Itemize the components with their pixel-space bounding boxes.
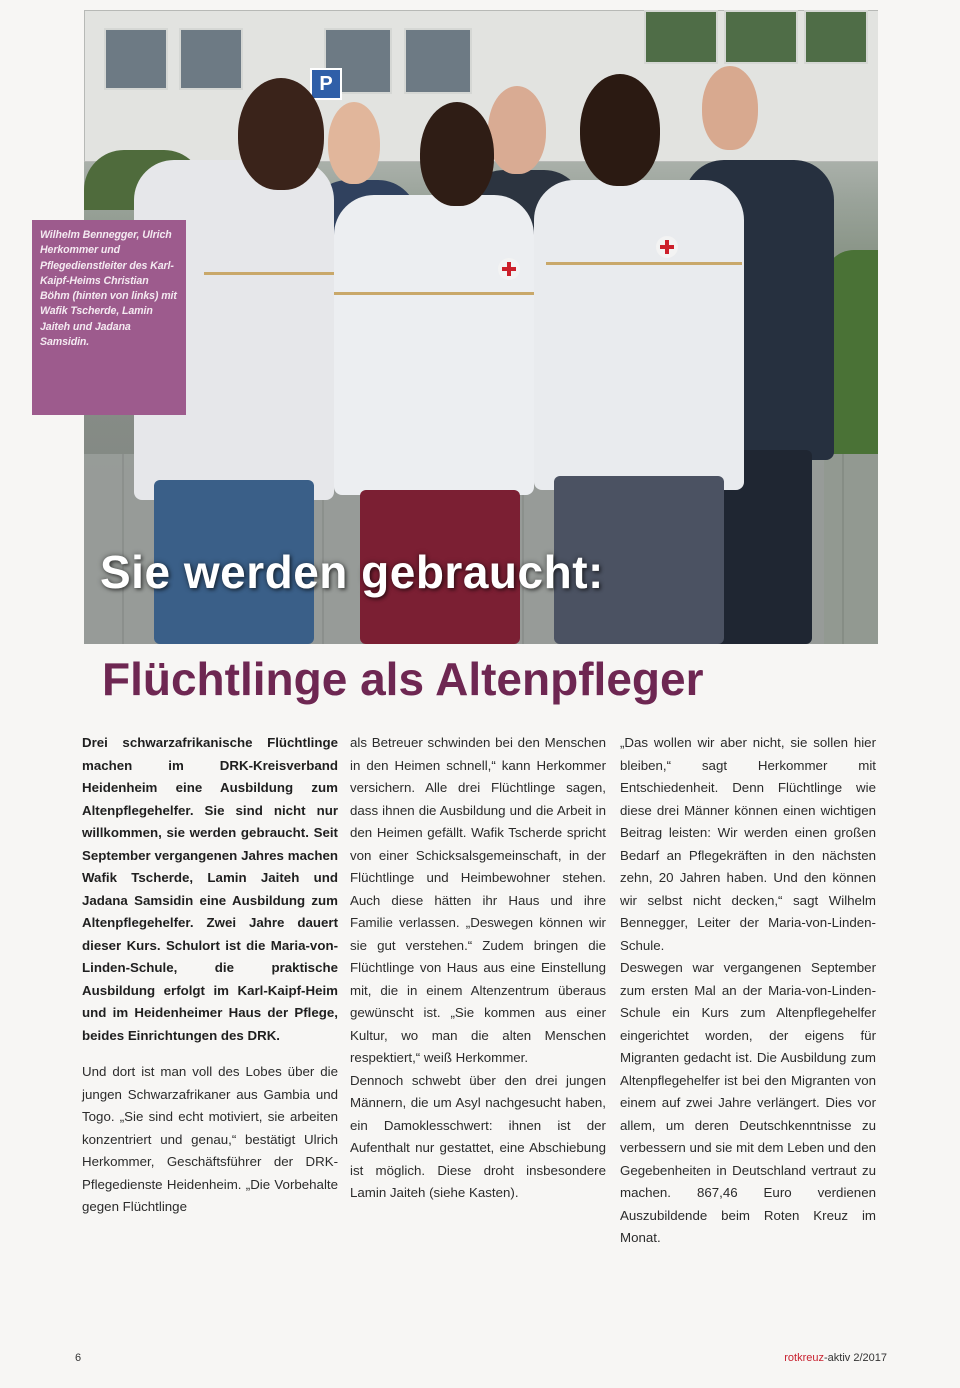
article-paragraph: als Betreuer schwinden bei den Menschen in den Heimen schnell,“ kann Herkommer versichern. Alle drei Flüchtlinge sagen, dass ihnen die Ausbildung und die Arbeit in den Heimen gefällt. Wafik Tscherde spricht von einer Schicksalsgemeinschaft, in der Flüchtlinge und Heimbewohner stehen. Auch diese hätten ihr Haus und ihre Familie verlassen. „Deswegen können wir sie gut verstehen.“ Zudem bringen die Flüchtlinge von Haus aus eine Einstellung mit, die in einem Altenzentrum überaus gewünscht ist. „Sie kommen aus einer Kultur, wo man die alten Menschen respektiert,“ weiß Herkommer. — [350, 735, 606, 1065]
headline-overlay: Sie werden gebraucht: — [100, 546, 604, 598]
headline-main: Flüchtlinge als Altenpfleger — [102, 653, 704, 705]
article-column-3 — [620, 732, 876, 1264]
building-window — [179, 28, 243, 90]
face — [488, 86, 546, 174]
face — [328, 102, 380, 184]
red-cross-icon — [656, 236, 678, 258]
building-window — [404, 28, 472, 94]
article-column-1 — [82, 732, 338, 1233]
uniform-stripe — [546, 262, 742, 265]
face — [420, 102, 494, 206]
magazine-issue — [784, 1352, 887, 1364]
photo-caption: Wilhelm Bennegger, Ulrich Herkommer und Pflegedienstleiter des Karl-Kaipf-Heims Christian Böhm (hinten von links) mit Wafik Tscherde, Lamin Jaiteh und Jadana Samsidin. — [40, 229, 177, 349]
parking-sign-icon: P — [310, 68, 342, 100]
uniform-stripe — [334, 292, 534, 295]
article-paragraph: Und dort ist man voll des Lobes über die jungen Schwarzafrikaner aus Gambia und Togo. „Sie sind echt motiviert, sie arbeiten konzentriert und genau,“ bestätigt Ulrich Herkommer, Geschäftsführer der DRK-Pflegedienste Heidenheim. „Die Vorbehalte gegen Flüchtlinge — [82, 1064, 338, 1214]
white-uniform — [334, 195, 534, 495]
article-paragraph: Dennoch schwebt über den drei jungen Männern, die um Asyl nachgesucht haben, ein Damoklesschwert: ihnen ist der Aufenthalt nur gestattet, eine Abschiebung ist möglich. Diese droht insbesondere Lamin Jaiteh (siehe Kasten). — [350, 1072, 606, 1200]
photo-caption-box — [32, 220, 186, 415]
red-cross-icon — [498, 258, 520, 280]
building-window — [804, 10, 868, 64]
building-window — [644, 10, 718, 64]
article-lead: Drei schwarzafrikanische Flüchtlinge machen im DRK-Kreisverband Heidenheim eine Ausbildung zum Altenpflegehelfer. Sie sind nicht nur willkommen, sie werden gebraucht. Seit September vergangenen Jahres machen Wafik Tscherde, Lamin Jaiteh und Jadana Samsidin eine Ausbildung zum Altenpflegehelfer. Zwei Jahre dauert dieser Kurs. Schulort ist die Maria-von-Linden-Schule, die praktische Ausbildung erfolgt im Karl-Kaipf-Heim und im Heidenheimer Haus der Pflege, beides Einrichtungen des DRK. — [82, 735, 338, 1043]
face — [238, 78, 324, 190]
page-number: 6 — [75, 1352, 82, 1364]
building-window — [104, 28, 168, 90]
face — [580, 74, 660, 186]
face — [702, 66, 758, 150]
magazine-brand: rotkreuz — [784, 1352, 825, 1364]
building-window — [724, 10, 798, 64]
uniform-stripe — [204, 272, 334, 275]
article-paragraph: Deswegen war vergangenen September zum ersten Mal an der Maria-von-Linden-Schule ein Kurs zum Altenpflegehelfer eingerichtet worden, der eigens für Migranten gedacht ist. Die Ausbildung zum Altenpflegehelfer ist bei den Migranten von einem auf zwei Jahre verlängert. Dies vor allem, um deren Deutschkenntnisse zu verbessern und sie mit dem Leben und den Gegebenheiten in Deutschland vertraut zu machen. 867,46 Euro verdienen Auszubildende beim Roten Kreuz im Monat. — [620, 960, 876, 1245]
magazine-issue-label: -aktiv 2/2017 — [824, 1352, 887, 1364]
article-paragraph: „Das wollen wir aber nicht, sie sollen hier bleiben,“ sagt Herkommer mit Entschiedenheit. Denn Flüchtlinge wie diese drei Männer können einen wichtigen Beitrag leisten: Wir werden einen großen Bedarf an Pflegekräften in den nächsten zehn, 20 Jahren haben. Und den können wir selbst nicht decken,“ sagt Wilhelm Bennegger, Leiter der Maria-von-Linden-Schule. — [620, 735, 876, 953]
article-column-2 — [350, 732, 606, 1219]
white-uniform — [534, 180, 744, 490]
